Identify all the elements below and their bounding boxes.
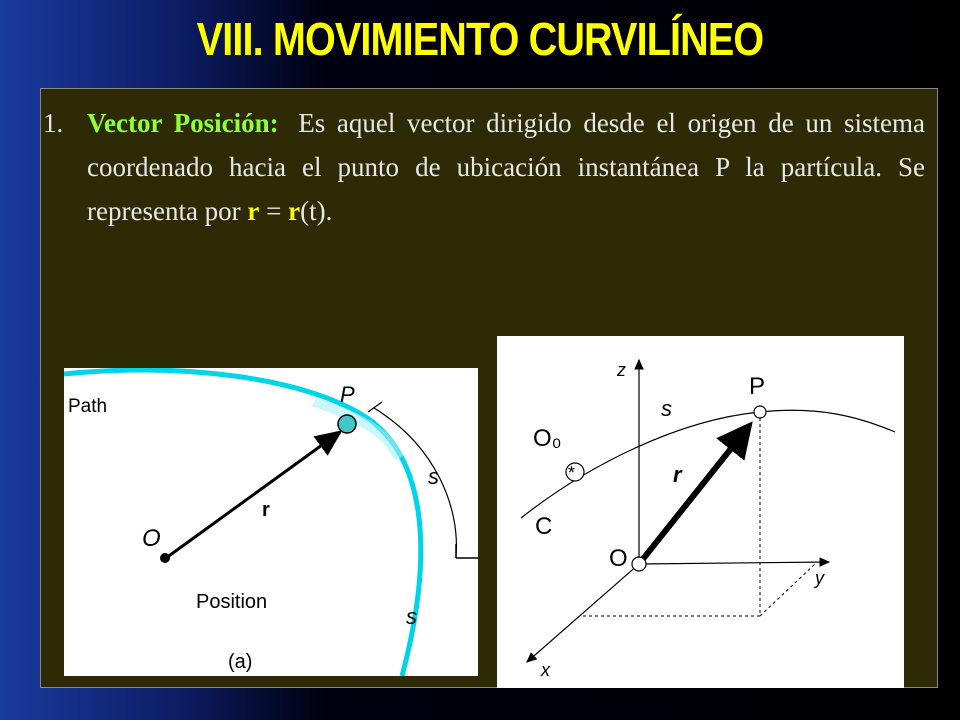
particle-point xyxy=(754,406,766,418)
figure-b-diagram xyxy=(497,336,904,688)
origin-dot xyxy=(160,553,170,563)
z-axis-label: z xyxy=(617,360,626,380)
slide-title: VIII. MOVIMIENTO CURVILÍNEO xyxy=(196,13,764,65)
path-curve xyxy=(64,370,421,676)
particle-point xyxy=(338,415,356,433)
path-label: Path xyxy=(68,396,108,417)
point-label: P xyxy=(749,373,766,400)
vector-r: r xyxy=(247,196,260,226)
equals-sign: = xyxy=(266,196,282,226)
curve-label: C xyxy=(535,513,553,540)
definition-paragraph xyxy=(43,101,925,233)
figure-b xyxy=(497,336,904,688)
y-axis xyxy=(639,562,829,564)
arc-label-bottom: s xyxy=(406,604,417,629)
start-point-label: O₀ xyxy=(533,425,562,452)
arc-label: s xyxy=(428,464,439,489)
x-axis xyxy=(527,564,639,662)
start-point-asterisk: * xyxy=(568,463,576,483)
position-vector xyxy=(639,426,749,564)
figure-a xyxy=(64,368,478,676)
origin-label: O xyxy=(142,525,161,552)
point-label: P xyxy=(340,382,355,407)
list-number: 1. xyxy=(43,108,64,138)
function-argument: (t). xyxy=(300,196,333,226)
vector-r-function: r xyxy=(288,196,301,226)
definition-text: Es aquel vector dirigido desde el origen de un sistema coordenado hacia el punto de ubicación instantánea P la partícula. Se representa por xyxy=(87,108,925,226)
arc-label: s xyxy=(661,396,672,421)
vector-label: r xyxy=(262,499,270,521)
y-axis-label: y xyxy=(815,568,824,588)
origin-point xyxy=(632,557,646,571)
arc-s-dimension xyxy=(374,408,456,556)
x-axis-label: x xyxy=(541,660,550,680)
position-vector xyxy=(166,432,340,558)
position-label: Position xyxy=(196,591,268,613)
definition-term: Vector Posición: xyxy=(87,108,279,138)
figure-a-diagram xyxy=(64,368,478,676)
origin-label: O xyxy=(609,545,628,572)
vector-label: r xyxy=(673,462,682,487)
figure-caption: (a) xyxy=(228,651,253,673)
